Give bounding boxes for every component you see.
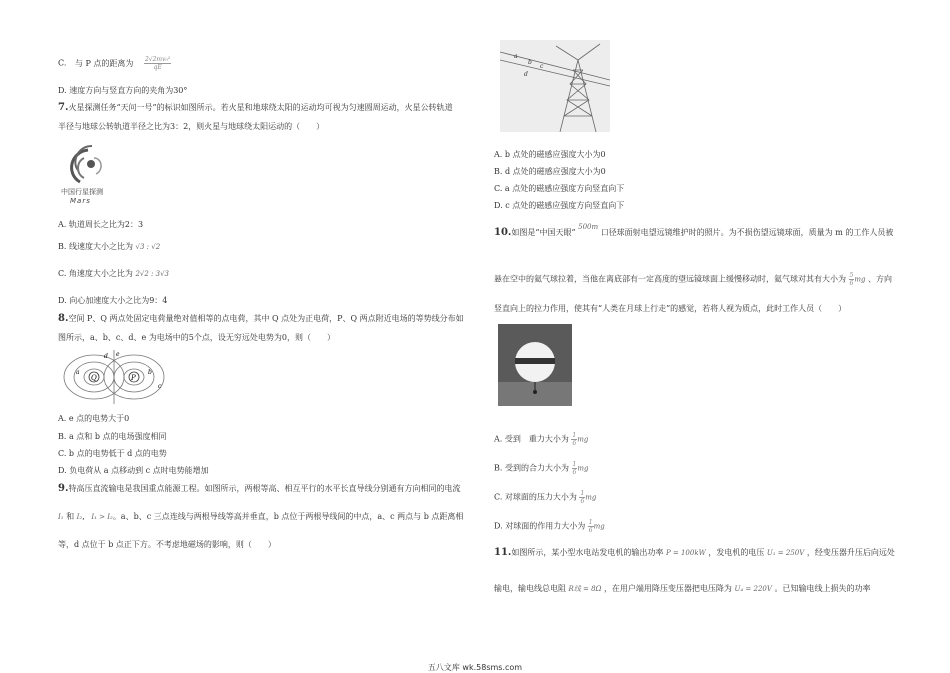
question-text: 特高压直流输电是我国重点能源工程。如图所示，两根等高、相互平行的水平长直导线分别通有方向相同的电流: [68, 484, 461, 493]
q9-text-line3: 等，d 点位于 b 点正下方。不考虑地磁场的影响，则（ ）: [58, 540, 276, 549]
formula-numerator: 2√2mv₀²: [144, 56, 171, 63]
option-d-angle: D. 速度方向与竖直方向的夹角为30°: [58, 86, 188, 95]
svg-text:c: c: [540, 63, 544, 70]
q10-option-b: [494, 461, 588, 476]
q7-option-d: D. 向心加速度大小之比为9：4: [58, 296, 168, 305]
label-a: a: [76, 369, 80, 376]
fraction-numerator: 1: [588, 519, 593, 526]
q9-option-b: B. d 点处的磁感应强度大小为0: [494, 167, 606, 176]
question-text: ，发电机的电压: [708, 548, 765, 557]
question-text: 、方向: [868, 274, 893, 284]
mg-symbol: mg: [854, 275, 866, 284]
equipotential-diagram: [62, 348, 212, 406]
option-text: D. 对球面的作用力大小为: [494, 521, 586, 531]
connector-text: 和: [66, 512, 75, 521]
label-e: e: [116, 351, 120, 358]
option-formula: √3 : √2: [135, 243, 161, 251]
option-text: B. 线速度大小之比为: [58, 242, 133, 251]
svg-text:b: b: [528, 59, 532, 66]
power-line-photo: [500, 40, 610, 132]
q8-option-c: C. b 点的电势低于 d 点的电势: [58, 449, 167, 458]
q8-option-b: B. a 点和 b 点的电场强度相同: [58, 432, 167, 441]
logo-english-text: Mars: [70, 197, 91, 205]
q8-text-line1: [58, 314, 464, 324]
q9-text-line1: [58, 484, 460, 494]
balloon-icon: [498, 324, 572, 406]
q10-option-a: [494, 432, 588, 447]
question-text: 如图所示，某小型水电站发电机的输出功率: [511, 548, 664, 557]
q7-option-b: [58, 242, 160, 252]
question-number: 8.: [58, 313, 69, 324]
q8-option-d: D. 负电荷从 a 点移动到 c 点时电势能增加: [58, 466, 209, 475]
logo-chinese-text: 中国行星探测: [61, 188, 103, 196]
fraction-denominator: 6: [849, 280, 854, 287]
mg-symbol: mg: [585, 493, 597, 502]
mg-symbol: mg: [577, 464, 589, 473]
svg-text:d: d: [524, 71, 528, 78]
q10-text-line3: 竖直向上的拉力作用，使其有“人类在月球上行走”的感觉，若将人视为质点，此时工作人员（ ）: [494, 304, 847, 313]
q10-option-d: [494, 519, 605, 534]
label-d: d: [104, 353, 108, 360]
q9-text-line2: I₁ 和 I₂, I₁ > I₂。a、b、c 三点连线与两根导线等高并垂直，b 点位于两根导线间的中点，a、c 两点与 b 点距离相: [58, 512, 464, 521]
option-text: C. 角速度大小之比为: [58, 269, 133, 278]
q7-text-line1: [58, 103, 453, 113]
option-text: A. 受到 重力大小为: [494, 434, 569, 444]
q7-text-line2: 半径与地球公转轨道半径之比为3：2，则火星与地球绕太阳运动的（ ）: [58, 122, 325, 131]
fraction-numerator: 1: [580, 490, 585, 497]
svg-text:a: a: [514, 53, 518, 60]
fraction-numerator: 5: [849, 272, 854, 279]
q7-option-a: A. 轨道周长之比为2：3: [58, 220, 144, 229]
label-p: P: [131, 374, 136, 382]
label-b: b: [148, 369, 152, 376]
label-c: c: [158, 383, 162, 390]
q10-text-line2: [494, 272, 892, 287]
aperture-size: 500m: [578, 223, 599, 231]
fraction-denominator: 6: [580, 498, 585, 505]
equipotential-lines-icon: [62, 348, 212, 406]
question-text: ，在用户端用降压变压器把电压降为: [603, 584, 732, 593]
q9-option-a: A. b 点处的磁感应强度大小为0: [494, 150, 606, 159]
line-resistance: R线 = 8Ω: [568, 585, 602, 593]
question-text: 输电，输电线总电阻: [494, 584, 566, 593]
question-text: 如图是“中国天眼”: [511, 228, 576, 237]
question-text: 。已知输电线上损失的功率: [774, 584, 871, 593]
fraction-denominator: 6: [572, 469, 577, 476]
q10-option-c: [494, 490, 596, 505]
option-text: B. 受到的合力大小为: [494, 463, 569, 473]
question-text: ，经变压器升压后向远处: [806, 548, 895, 557]
current-condition: I₁ > I₂: [91, 513, 113, 521]
q8-text-line2: 图所示，a、b、c、d、e 为电场中的5个点，设无穷远处电势为0，则（ ）: [58, 333, 335, 342]
question-number: 7.: [58, 102, 69, 113]
question-number: 11.: [494, 547, 512, 558]
question-number: 10.: [494, 227, 512, 238]
fraction-denominator: 6: [572, 440, 577, 447]
option-text: 与 P 点的距离为: [74, 58, 134, 68]
voltage-u4: U₄ = 220V: [734, 585, 772, 593]
question-text: 悬在空中的氦气球拉着，当他在离底部有一定高度的望远镜球面上缓慢移动时，氦气球对其有大小为: [494, 274, 846, 284]
q8-option-a: A. e 点的电势大于0: [58, 414, 130, 423]
fraction-numerator: 1: [572, 461, 577, 468]
question-text: 火星探测任务“天问一号”的标识如图所示。若火星和地球绕太阳的运动均可视为匀速圆周运动，火星公转轨道: [68, 103, 453, 112]
option-label: C.: [58, 58, 67, 68]
question-number: 9.: [58, 483, 69, 494]
power-tower-icon: [500, 40, 610, 132]
balloon-photo: [498, 324, 572, 406]
mg-symbol: mg: [593, 522, 605, 531]
formula-denominator: qE: [153, 64, 162, 71]
option-c-distance: [58, 56, 171, 71]
option-text: C. 对球面的压力大小为: [494, 492, 577, 502]
q7-option-c: [58, 269, 169, 279]
fraction-denominator: 6: [588, 527, 593, 534]
question-text: 。a、b、c 三点连线与两根导线等高并垂直，b 点位于两根导线间的中点，a、c 两点与 b 点距离相: [112, 512, 464, 521]
page-footer: 五八文库 wk.58sms.com: [427, 663, 523, 672]
power-value: P = 100kW: [665, 549, 706, 557]
fraction-numerator: 1: [572, 432, 577, 439]
question-text: 空间 P、Q 两点处固定电荷量绝对值相等的点电荷，其中 Q 点处为正电荷，P、Q 两点附近电场的等势线分布如: [68, 314, 464, 323]
q9-option-d: D. c 点处的磁感应强度方向竖直向下: [494, 201, 625, 210]
current-i1: I₁: [58, 513, 64, 521]
question-text: 口径球面射电望远镜维护时的照片。为不损伤望远镜球面，质量为 m 的工作人员被: [600, 228, 894, 237]
mg-symbol: mg: [577, 435, 589, 444]
option-formula: 2√2 : 3√3: [135, 270, 170, 278]
voltage-u1: U₁ = 250V: [766, 549, 805, 557]
distance-formula: [144, 56, 171, 71]
q11-text-line2: [494, 584, 870, 594]
label-q: Q: [91, 374, 97, 382]
q10-text-line1: [494, 222, 893, 238]
current-i2: I₂: [76, 513, 83, 521]
q11-text-line1: [494, 548, 895, 558]
q9-option-c: C. a 点处的磁感应强度方向竖直向下: [494, 184, 625, 193]
